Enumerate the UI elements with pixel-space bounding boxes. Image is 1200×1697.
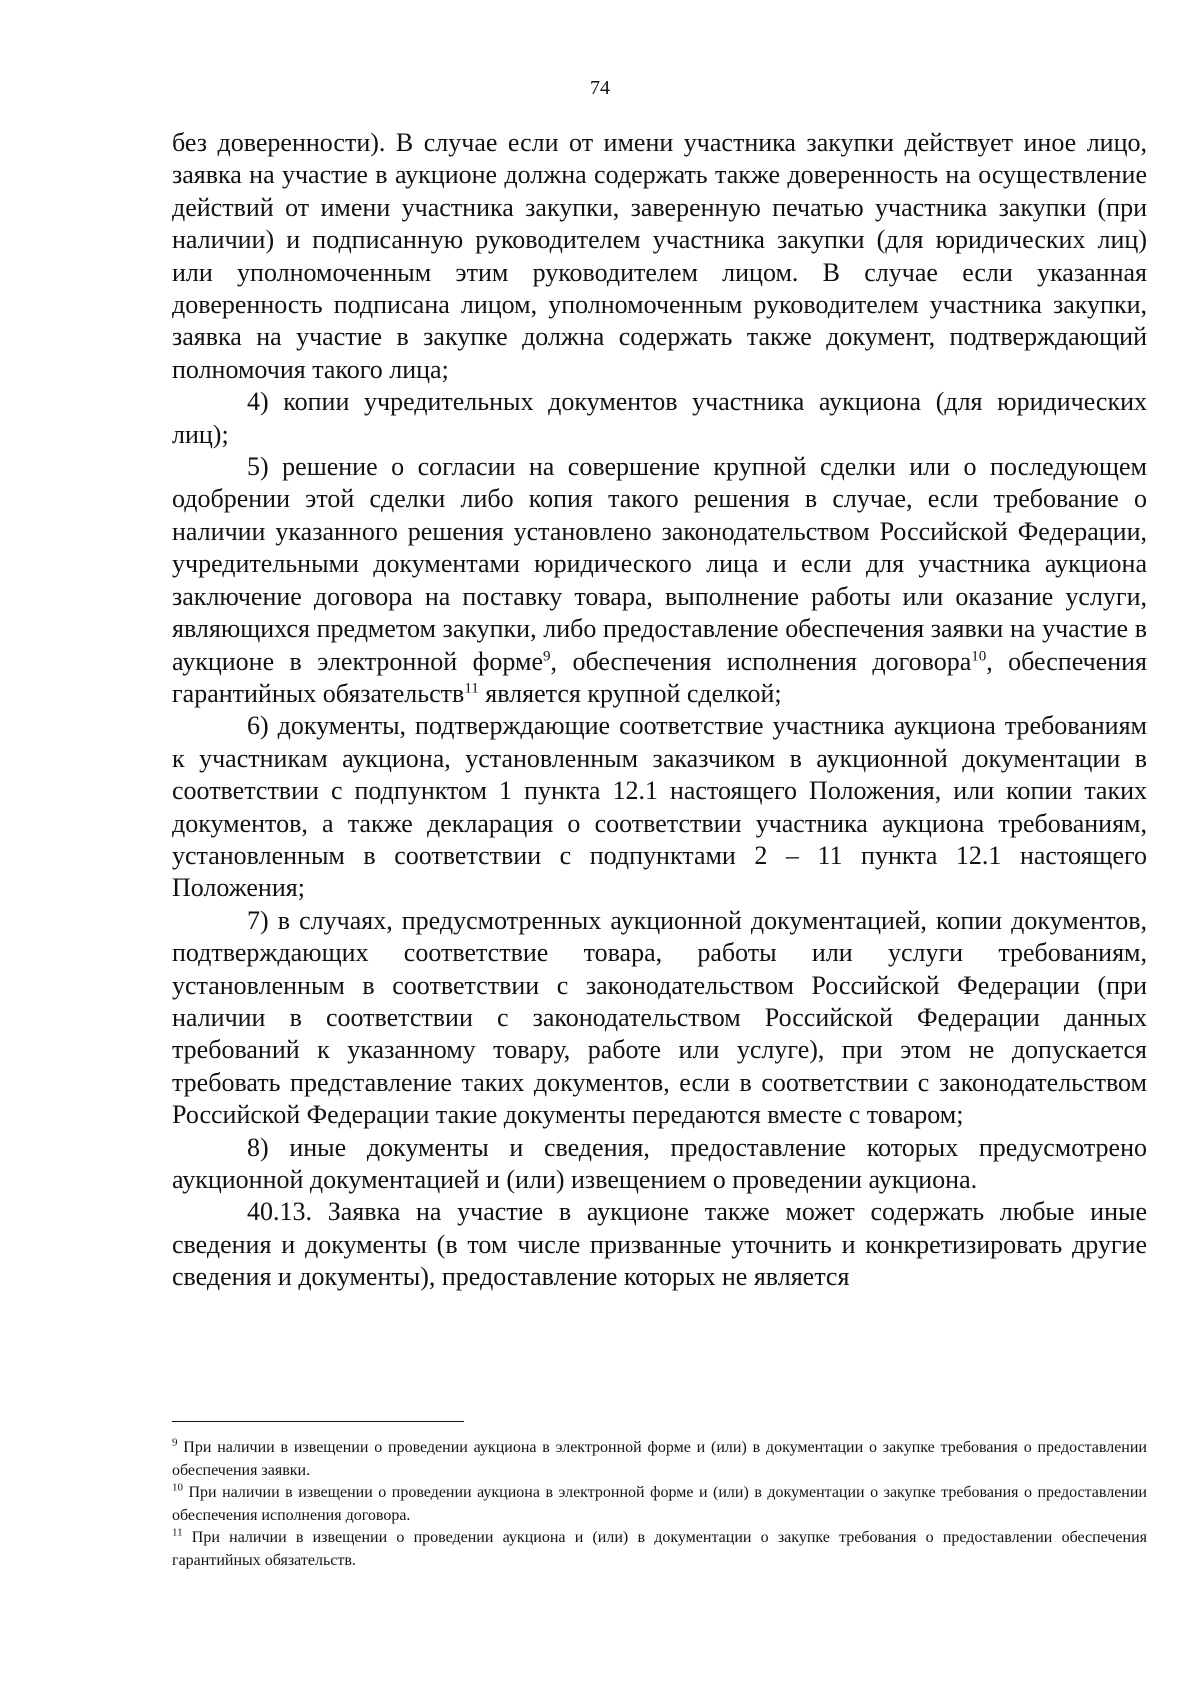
footnote-text-11: При наличии в извещении о проведении аукциона и (или) в документации о закупке требования о предоставлении обеспечения гарантийных обязательств. [172, 1529, 1147, 1569]
document-body [172, 127, 1147, 1294]
footnote-11 [172, 1527, 1147, 1572]
footnote-text-9: При наличии в извещении о проведении аукциона в электронной форме и (или) в документации о закупке требования о предоставлении обеспечения заявки. [172, 1439, 1147, 1479]
list-item-6: 6) документы, подтверждающие соответствие участника аукциона требованиям к участникам аукциона, установленным заказчиком в аукционной документации в соответствии с подпунктом 1 пункта 12.1 настоящего Положения, или копии таких документов, а также декларация о соответствии участника аукциона требованиям, установленным в соответствии с подпунктами 2 – 11 пункта 12.1 настоящего Положения; [172, 711, 1147, 903]
clause-40-13: 40.13. Заявка на участие в аукционе также может содержать любые иные сведения и документы (в том числе призванные уточнить и конкретизировать другие сведения и документы), предоставление которых не является [172, 1197, 1147, 1292]
list-item-5-text-part-4: является крупной сделкой; [478, 678, 782, 708]
footnote-ref-10[interactable]: 10 [971, 647, 987, 664]
footnote-9 [172, 1437, 1147, 1482]
footnote-number-10: 10 [172, 1481, 183, 1494]
paragraph-continuation: без доверенности). В случае если от имени участника закупки действует иное лицо, заявка на участие в аукционе должна содержать также доверенность на осуществление действий от имени участника закупки, заверенную печатью участника закупки (при наличии) и подписанную руководителем участника закупки (для юридических лиц) или уполномоченным этим руководителем лицом. В случае если указанная доверенность подписана лицом, уполномоченным руководителем участника закупки, заявка на участие в закупке должна содержать также документ, подтверждающий полномочия такого лица; [172, 128, 1147, 384]
footnote-10 [172, 1482, 1147, 1527]
list-item-5-text-part-2: , обеспечения исполнения договора [550, 646, 972, 676]
footnote-text-10: При наличии в извещении о проведении аукциона в электронной форме и (или) в документации о закупке требования о предоставлении обеспечения исполнения договора. [172, 1484, 1147, 1524]
list-item-7: 7) в случаях, предусмотренных аукционной документацией, копии документов, подтверждающих соответствие товара, работы или услуги требованиям, установленным в соответствии с законодательством Российской Федерации (при наличии в соответствии с законодательством Российской Федерации данных требований к указанному товару, работе или услуге), при этом не допускается требовать представление таких документов, если в соответствии с законодательством Российской Федерации такие документы передаются вместе с товаром; [172, 905, 1147, 1130]
footnote-number-9: 9 [172, 1436, 178, 1449]
footnote-ref-11[interactable]: 11 [464, 680, 479, 697]
list-item-5 [172, 451, 1147, 710]
footnote-separator [172, 1421, 464, 1422]
page-number: 74 [590, 77, 610, 99]
footnote-ref-9[interactable]: 9 [543, 647, 551, 664]
list-item-5-text-part-3: , обеспечения гарантийных обязательств [172, 646, 1147, 708]
footnote-number-11: 11 [172, 1526, 183, 1539]
footnotes [172, 1437, 1147, 1572]
list-item-5-text-part-1: 5) решение о согласии на совершение крупной сделки или о последующем одобрении этой сделки либо копия такого решения в случае, если требование о наличии указанного решения установлено законодательством Российской Федерации, учредительными документами юридического лица и если для участника аукциона заключение договора на поставку товара, выполнение работы или оказание услуги, являющихся предметом закупки, либо предоставление обеспечения заявки на участие в аукционе в электронной форме [172, 452, 1147, 676]
list-item-8: 8) иные документы и сведения, предоставление которых предусмотрено аукционной документацией и (или) извещением о проведении аукциона. [172, 1132, 1147, 1194]
list-item-4: 4) копии учредительных документов участника аукциона (для юридических лиц); [172, 387, 1147, 449]
